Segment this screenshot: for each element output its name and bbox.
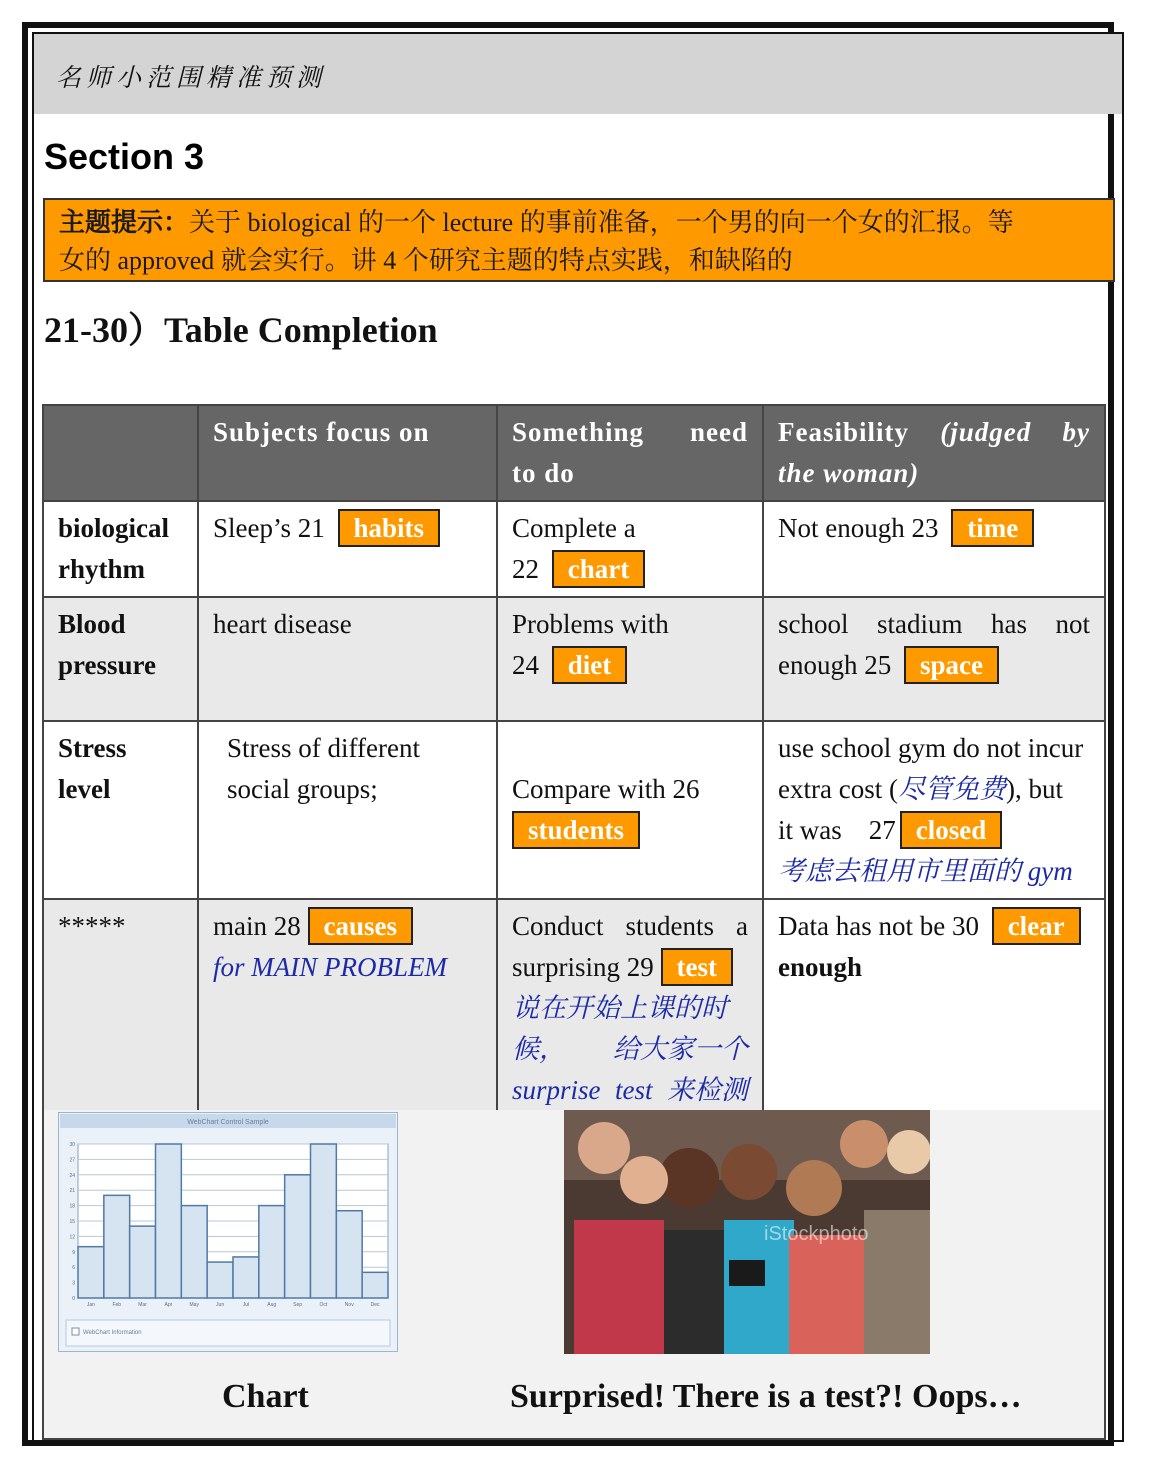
chart-y-tick-label: 3 [72,1280,75,1287]
answer-26: students [512,811,640,849]
table-header-row [43,405,1105,501]
chart-y-tick-label: 9 [72,1249,75,1256]
students-photo [564,1110,930,1354]
chart-x-tick-label: Nov [344,1302,354,1308]
answer-29: test [661,948,733,986]
person-body [789,1235,869,1354]
answer-25: space [904,646,999,684]
row-head-line1: Blood [58,609,126,639]
phone-icon [729,1260,765,1286]
note-gym: 考虑去租用市里面的 gym [778,856,1073,886]
cell-text: use school gym do not incur [778,733,1084,763]
header-something [497,405,763,501]
row-head-line1: Stress [58,733,127,763]
answer-24: diet [552,646,628,684]
cell-text: 24 [512,650,539,680]
chart-x-tick-label: Jan [86,1302,95,1308]
cell-word: Conduct [512,911,604,941]
hint-label: 主题提示： [59,208,190,237]
chart-bar-dec [362,1272,388,1298]
completion-table [42,404,1106,1160]
cell-text: Problems with [512,609,669,639]
cell-word: stadium [876,609,963,639]
chart-x-tick-label: Sep [293,1302,303,1308]
person-head-icon [786,1160,842,1216]
note-line: surprise [512,1075,601,1105]
cell-text: 27 [868,815,896,845]
photo-caption: Surprised! There is a test?! Oops… [510,1378,1022,1415]
header-feas-w4: the woman) [778,458,920,488]
photo-watermark: iStockphoto [764,1223,869,1245]
table-row-stress-level [43,721,1105,899]
cell-text: 22 [512,554,539,584]
cell-r1-subjects [198,501,497,597]
chart-bar-jul [233,1257,259,1298]
table-row-biological-rhythm [43,501,1105,597]
header-feas-w2: (judged [940,417,1032,447]
row-head-line1: biological [58,513,170,543]
chart-bar-jan [78,1247,104,1298]
cell-text: extra cost ( [778,774,898,804]
header-something-w2: need [690,417,748,447]
note-line: test [615,1075,653,1105]
hint-line-2: 女的 approved 就会实行。讲 4 个研究主题的特点实践，和缺陷的 [59,246,793,275]
row-head-line2: level [58,774,111,804]
chart-x-tick-label: Jul [242,1302,250,1308]
cell-r1-todo [497,501,763,597]
answer-21: habits [338,509,441,547]
chart-bar-apr [156,1144,182,1298]
header-feas-w1: Feasibility [778,417,909,447]
person-head-icon [840,1120,888,1168]
chart-y-tick-label: 15 [69,1219,75,1225]
cell-word: a [736,911,748,941]
cell-r2-todo [497,597,763,721]
person-body [664,1230,734,1354]
person-body [864,1210,930,1354]
chart-bar-jun [207,1262,233,1298]
header-text: 名师小范围精准预测 [56,63,327,92]
task-title: 21-30）Table Completion [44,310,438,350]
row-head-line2: pressure [58,650,157,680]
note-main-problem: for MAIN PROBLEM [213,952,447,982]
person-head-icon [578,1122,630,1174]
person-head-icon [620,1156,668,1204]
person-head-icon [659,1148,719,1208]
chart-bar-sep [285,1175,311,1298]
cell-word: students [625,911,715,941]
row-head-line2: rhythm [58,554,145,584]
chart-x-tick-label: Dec [370,1302,380,1308]
note-line: 候， [512,1034,566,1064]
chart-x-tick-label: Oct [319,1302,328,1308]
header-subjects-label: Subjects focus on [213,417,430,447]
header-feas-w3: by [1062,417,1090,447]
chart-x-tick-label: Apr [164,1302,173,1308]
answer-23: time [951,509,1034,547]
cell-text: ), but [1005,774,1063,804]
cell-text: social groups; [227,774,378,804]
hint-line-1: 关于 biological 的一个 lecture 的事前准备，一个男的向一个女的汇报。等 [189,208,1014,237]
row-head-line1: ***** [58,911,126,941]
cell-r2-subjects [198,597,497,721]
chart-y-tick-label: 24 [69,1172,75,1179]
cell-text: heart disease [213,609,352,639]
person-head-icon [887,1130,930,1174]
chart-x-tick-label: Feb [112,1302,122,1308]
person-body [574,1220,664,1354]
chart-y-tick-label: 30 [69,1142,75,1148]
chart-x-tick-label: Aug [267,1302,277,1308]
chart-bar-nov [336,1211,362,1298]
note-line: 给大家一个 [613,1034,748,1064]
chart-caption: Chart [222,1378,309,1415]
cell-text: Compare with 26 [512,774,700,804]
topic-hint-box [43,198,1115,282]
cell-text: main 28 [213,911,301,941]
chart-bar-may [181,1206,207,1298]
chart-x-tick-label: Mar [138,1302,147,1308]
section-title: Section 3 [44,136,205,177]
header-something-w3: to do [512,458,575,488]
cell-text: Not enough 23 [778,513,939,543]
cell-text: Data has not be 30 [778,911,979,941]
cell-text: it was [778,815,842,845]
cell-text: Complete a [512,513,636,543]
cell-word: not [1055,609,1090,639]
header-subjects [198,405,497,501]
chart-bar-mar [130,1226,156,1298]
header-something-w1: Something [512,417,645,447]
bar-chart [58,1112,398,1352]
chart-y-tick-label: 6 [72,1265,75,1272]
table-row-blood-pressure [43,597,1105,721]
person-head-icon [721,1144,777,1200]
chart-legend: WebChart Information [83,1330,142,1336]
answer-28: causes [308,907,414,945]
table-bottom-border [42,1438,1104,1440]
cell-r3-todo [497,721,763,899]
cell-text: surprising 29 [512,952,654,982]
cell-r3-feasibility [763,721,1105,899]
row-head-stress [43,721,198,899]
cell-text: enough [778,952,863,982]
chart-bar-feb [104,1195,130,1298]
chart-x-tick-label: May [189,1302,199,1308]
header-feasibility [763,405,1105,501]
chart-title: WebChart Control Sample [187,1119,269,1126]
note-line: 说在开始上课的时 [512,993,728,1023]
chart-bar-aug [259,1206,285,1298]
chart-x-tick-label: Jun [216,1302,225,1308]
row-head-biological [43,501,198,597]
chart-y-tick-label: 0 [72,1296,75,1302]
chart-y-tick-label: 18 [69,1203,75,1210]
header-empty [43,405,198,501]
chart-bar-oct [311,1144,337,1298]
cell-r3-subjects [198,721,497,899]
chart-y-tick-label: 12 [69,1234,75,1241]
cell-r2-feasibility [763,597,1105,721]
note-free: 尽管免费 [897,774,1006,804]
row-head-blood [43,597,198,721]
cell-word: has [990,609,1027,639]
chart-y-tick-label: 21 [69,1188,75,1195]
cell-text: enough 25 [778,650,892,680]
answer-27: closed [900,811,1003,849]
legend-checkbox-icon [72,1328,79,1335]
chart-y-tick-label: 27 [69,1157,75,1164]
cell-r1-feasibility [763,501,1105,597]
answer-30: clear [992,907,1081,945]
answer-22: chart [552,550,645,588]
cell-word: school [778,609,849,639]
cell-text: Sleep’s 21 [213,513,325,543]
cell-text: Stress of different [227,733,420,763]
note-line: 来检测 [666,1075,748,1105]
